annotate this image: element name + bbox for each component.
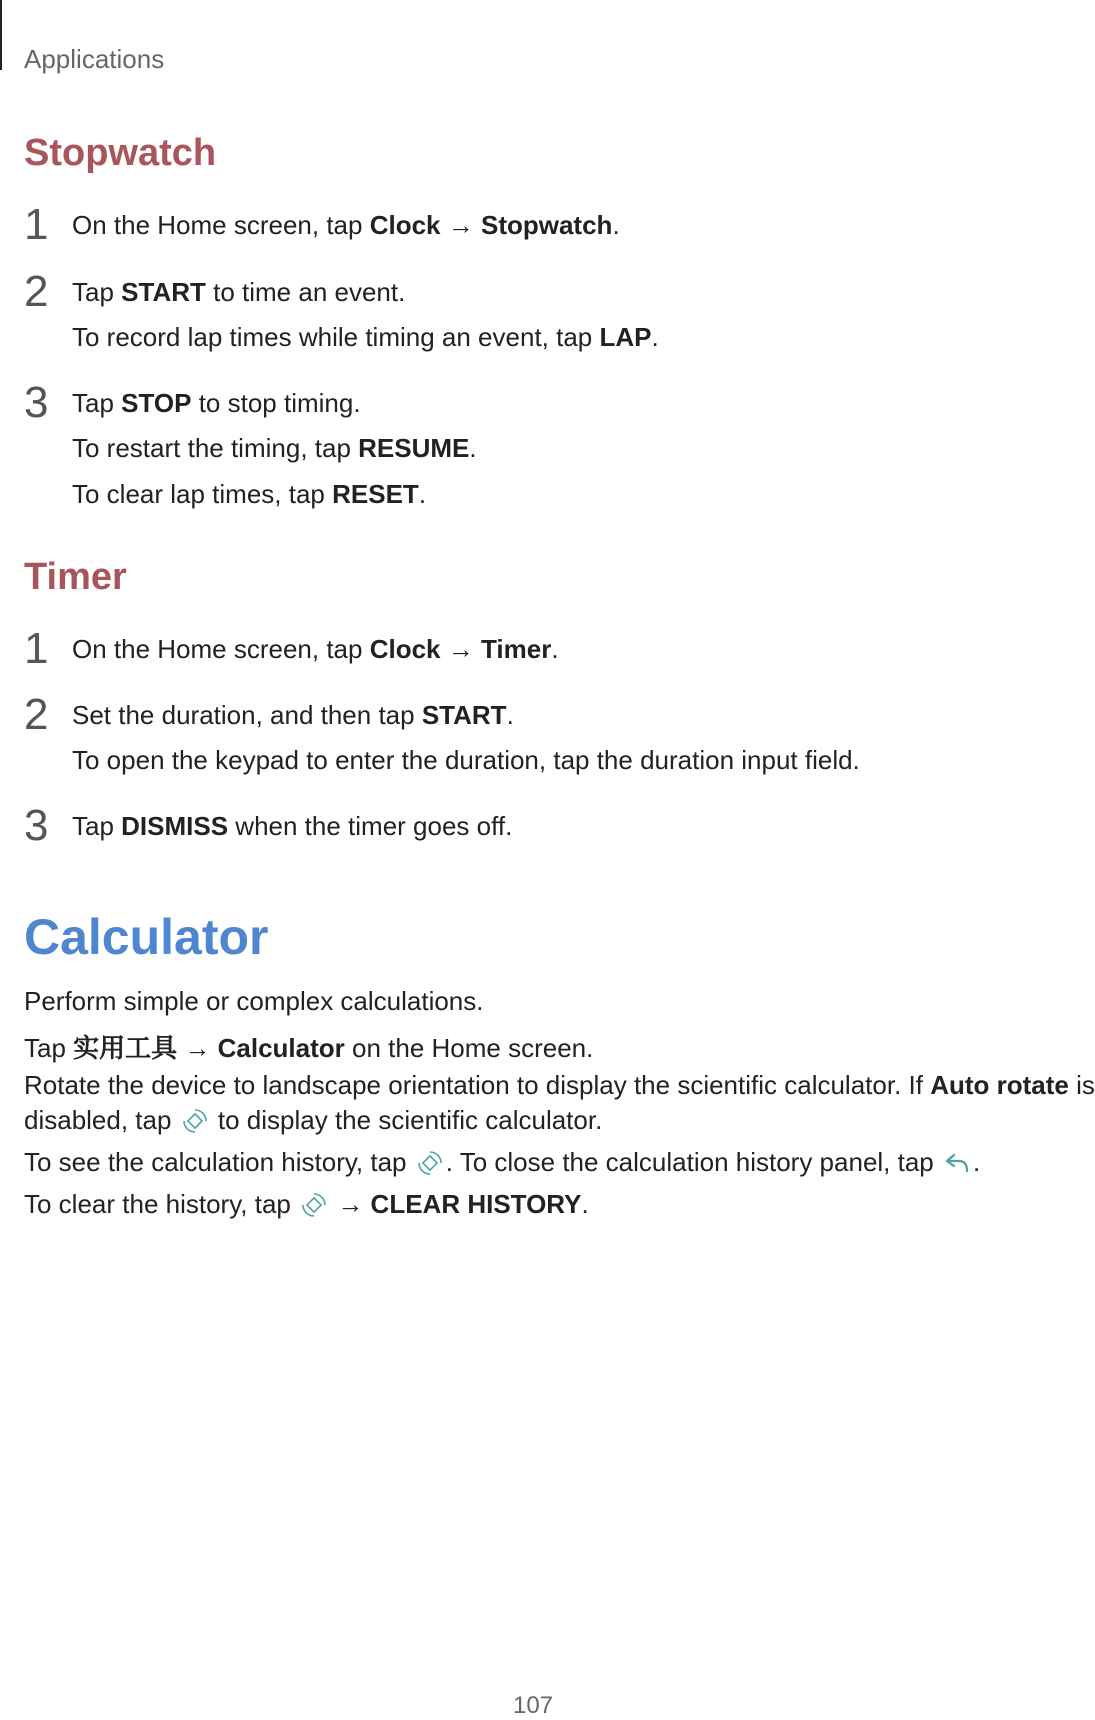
timer-title: Timer <box>24 556 127 598</box>
stopwatch-title: Stopwatch <box>24 132 217 174</box>
stopwatch-step-2-note: To record lap times while timing an event, tap LAP. <box>72 322 659 352</box>
stopwatch-step-2: Tap START to time an event. <box>72 277 406 307</box>
stopwatch-step-1-number: 1 <box>24 200 49 249</box>
page-number: 107 <box>512 1692 554 1719</box>
history-icon <box>300 1191 328 1219</box>
timer-step-3: Tap DISMISS when the timer goes off. <box>72 811 513 841</box>
timer-step-2-note: To open the keypad to enter the duration, tap the duration input field. <box>72 745 860 775</box>
timer-step-2: Set the duration, and then tap START. <box>72 700 514 730</box>
stopwatch-step-3-number: 3 <box>24 378 49 427</box>
stopwatch-step-3-note-1: To restart the timing, tap RESUME. <box>72 433 477 463</box>
history-icon <box>416 1149 444 1177</box>
calculator-clear-history-instructions: To clear the history, tap → CLEAR HISTORY. <box>24 1189 589 1219</box>
header-rule <box>0 0 2 70</box>
calculator-title: Calculator <box>24 909 269 965</box>
calculator-rotate-instructions-cont: disabled, tap to display the scientific calculator. <box>24 1105 603 1135</box>
stopwatch-step-2-number: 2 <box>24 267 49 316</box>
header-section: Applications <box>24 44 165 74</box>
timer-step-3-number: 3 <box>24 801 49 850</box>
calculator-intro: Perform simple or complex calculations. <box>24 986 484 1016</box>
stopwatch-step-3-note-2: To clear lap times, tap RESET. <box>72 479 427 509</box>
calculator-rotate-instructions: Rotate the device to landscape orientation to display the scientific calculator. If Auto rotate is <box>24 1070 1095 1100</box>
timer-step-2-number: 2 <box>24 690 49 739</box>
rotate-icon <box>181 1107 209 1135</box>
calculator-history-instructions: To see the calculation history, tap . To close the calculation history panel, tap . <box>24 1147 981 1177</box>
timer-step-1: On the Home screen, tap Clock → Timer. <box>72 634 559 664</box>
calculator-open-instructions: Tap 实用工具 → Calculator on the Home screen. <box>24 1033 594 1064</box>
stopwatch-step-3: Tap STOP to stop timing. <box>72 388 361 418</box>
timer-step-1-number: 1 <box>24 624 49 673</box>
back-icon <box>943 1149 971 1177</box>
stopwatch-step-1: On the Home screen, tap Clock → Stopwatch. <box>72 210 620 240</box>
